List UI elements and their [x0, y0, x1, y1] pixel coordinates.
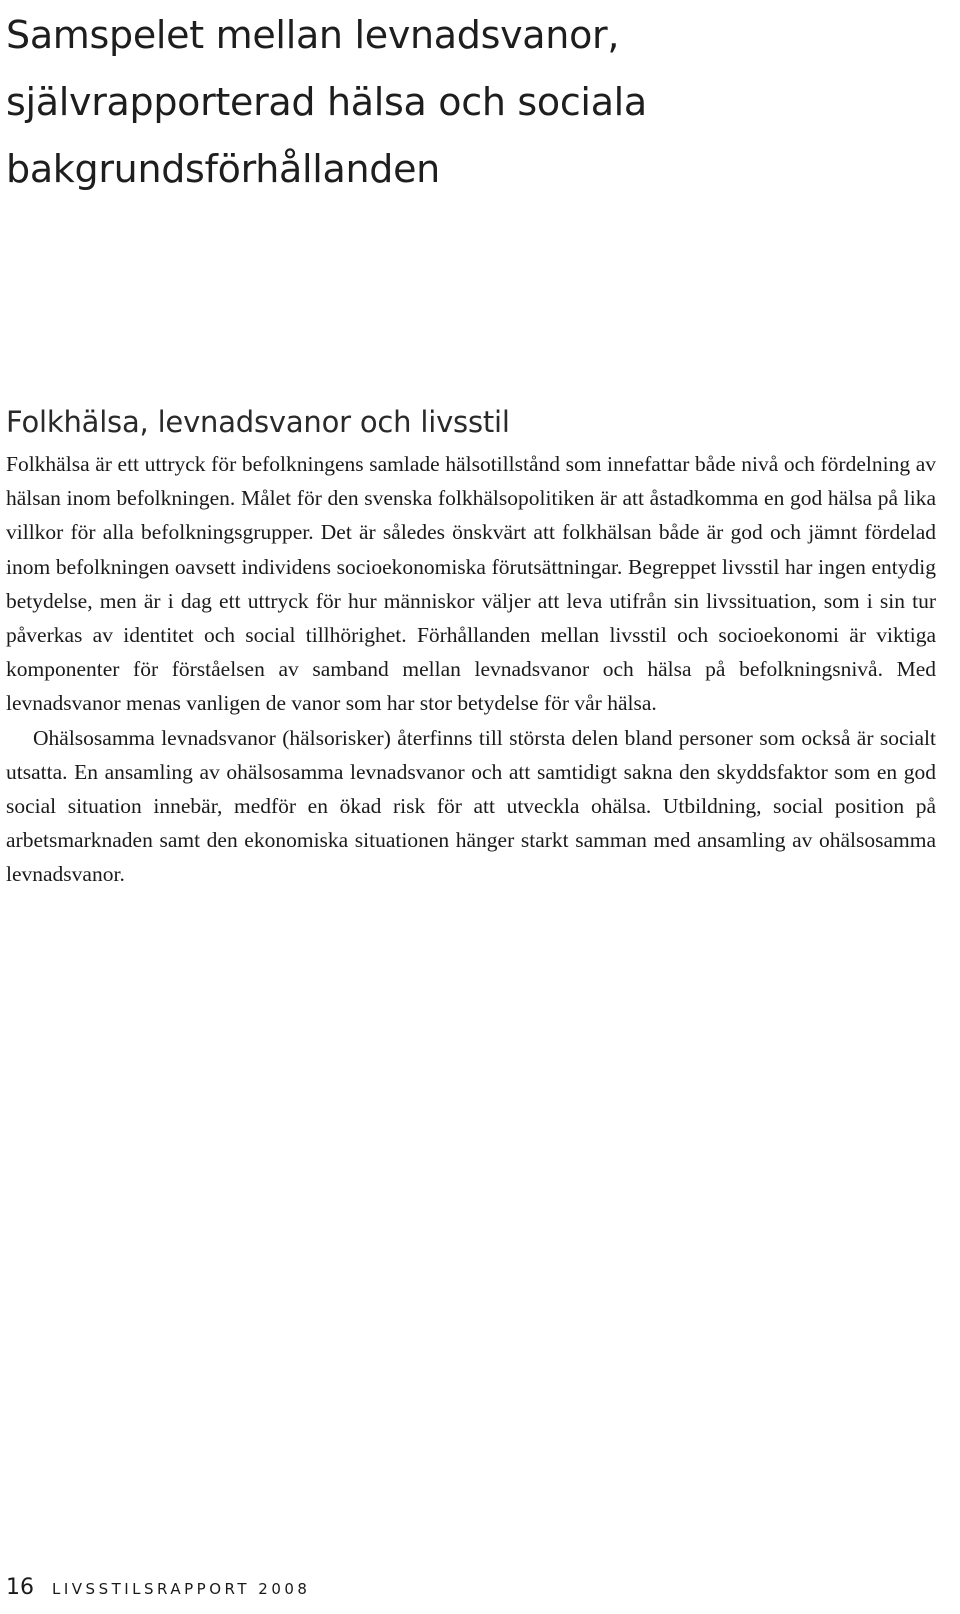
page-title-line-1: Samspelet mellan levnadsvanor,: [6, 13, 620, 57]
body-text: [6, 447, 936, 892]
page-title-line-3: bakgrundsförhållanden: [6, 147, 440, 191]
page-number: 16: [6, 1575, 34, 1600]
page-footer: [6, 1575, 310, 1609]
paragraph-2: Ohälsosamma levnadsvanor (hälsorisker) återfinns till största delen bland personer som också är socialt utsatta. En ansamling av ohälsosamma levnadsvanor och att samtidigt sakna den skyddsfaktor som en god social situation innebär, medför en ökad risk för att utveckla ohälsa. Utbildning, social position på arbetsmarknaden samt den ekonomiska situationen hänger starkt samman med ansamling av ohälsosamma levnadsvanor.: [6, 725, 936, 887]
running-title: LIVSSTILSRAPPORT 2008: [52, 1580, 311, 1598]
page-title-line-2: självrapporterad hälsa och sociala: [6, 80, 647, 124]
page-title: [6, 2, 936, 203]
paragraph-1: Folkhälsa är ett uttryck för befolkningens samlade hälsotillstånd som innefattar både nivå och fördelning av hälsan inom befolkningen. Målet för den svenska folkhälsopolitiken är att åstadkomma en god hälsa på lika villkor för alla befolkningsgrupper. Det är således önskvärt att folkhälsan både är god och jämnt fördelad inom befolkningen oavsett individens socioekonomiska förutsättningar. Begreppet livsstil har ingen entydig betydelse, men är i dag ett uttryck för hur människor väljer att leva utifrån sin livssituation, som i sin tur påverkas av identitet och social tillhörighet. Förhållanden mellan livsstil och socioekonomi är viktiga komponenter för förståelsen av samband mellan levnadsvanor och hälsa på befolkningsnivå. Med levnadsvanor menas vanligen de vanor som har stor betydelse för vår hälsa.: [6, 452, 936, 716]
section-heading: Folkhälsa, levnadsvanor och livsstil: [6, 405, 510, 439]
